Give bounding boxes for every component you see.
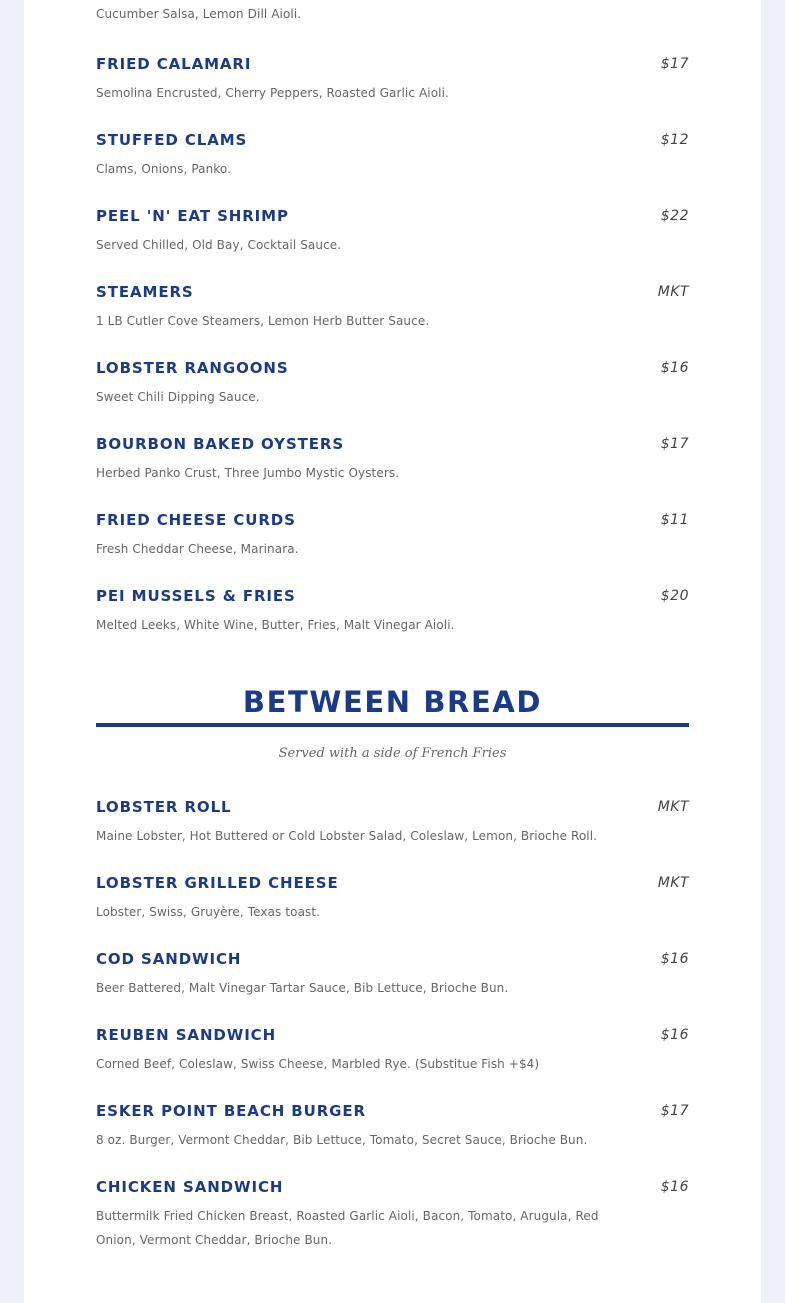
item-name: LOBSTER GRILLED CHEESE	[96, 874, 339, 892]
item-description: Cucumber Salsa, Lemon Dill Aioli.	[96, 7, 302, 21]
item-price: $17	[660, 436, 689, 452]
item-description: Buttermilk Fried Chicken Breast, Roasted Garlic Aioli, Bacon, Tomato, Arugula, Red Onion, Vermont Cheddar, Brioche Bun.	[96, 1209, 599, 1247]
item-name: FRIED CALAMARI	[96, 55, 252, 73]
item-name: PEI MUSSELS & FRIES	[96, 587, 296, 605]
item-name: STEAMERS	[96, 283, 194, 301]
item-name: COD SANDWICH	[96, 950, 242, 968]
item-price: $22	[660, 208, 689, 224]
item-price: $11	[660, 512, 689, 528]
item-price: $16	[660, 360, 689, 376]
item-description: Beer Battered, Malt Vinegar Tartar Sauce, Bib Lettuce, Brioche Bun.	[96, 981, 509, 995]
item-description: Lobster, Swiss, Gruyère, Texas toast.	[96, 905, 321, 919]
item-description: Clams, Onions, Panko.	[96, 162, 232, 176]
item-description: Semolina Encrusted, Cherry Peppers, Roasted Garlic Aioli.	[96, 86, 449, 100]
item-name: ESKER POINT BEACH BURGER	[96, 1102, 366, 1120]
item-description: Herbed Panko Crust, Three Jumbo Mystic Oysters.	[96, 466, 400, 480]
item-description: Fresh Cheddar Cheese, Marinara.	[96, 542, 299, 556]
item-description: Served Chilled, Old Bay, Cocktail Sauce.	[96, 238, 342, 252]
item-name: STUFFED CLAMS	[96, 131, 248, 149]
item-price: MKT	[657, 799, 689, 815]
item-name: LOBSTER ROLL	[96, 798, 232, 816]
item-description: Corned Beef, Coleslaw, Swiss Cheese, Marbled Rye. (Substitue Fish +$4)	[96, 1057, 540, 1071]
item-name: CHICKEN SANDWICH	[96, 1178, 284, 1196]
item-name: REUBEN SANDWICH	[96, 1026, 277, 1044]
item-name: FRIED CHEESE CURDS	[96, 511, 296, 529]
item-description: Sweet Chili Dipping Sauce.	[96, 390, 260, 404]
section-divider	[96, 723, 689, 727]
section-title-between-bread: BETWEEN BREAD	[242, 685, 543, 719]
item-price: MKT	[657, 284, 689, 300]
item-price: $17	[660, 1103, 689, 1119]
item-price: MKT	[657, 875, 689, 891]
item-name: PEEL 'N' EAT SHRIMP	[96, 207, 289, 225]
item-price: $16	[660, 951, 689, 967]
item-description: 1 LB Cutler Cove Steamers, Lemon Herb Butter Sauce.	[96, 314, 430, 328]
item-description: 8 oz. Burger, Vermont Cheddar, Bib Lettuce, Tomato, Secret Sauce, Brioche Bun.	[96, 1133, 588, 1147]
item-price: $16	[660, 1027, 689, 1043]
item-price: $20	[660, 588, 689, 604]
section-subtitle: Served with a side of French Fries	[278, 746, 507, 761]
item-name: BOURBON BAKED OYSTERS	[96, 435, 345, 453]
item-price: $12	[660, 132, 689, 148]
item-description: Maine Lobster, Hot Buttered or Cold Lobster Salad, Coleslaw, Lemon, Brioche Roll.	[96, 829, 598, 843]
item-name: LOBSTER RANGOONS	[96, 359, 289, 377]
item-price: $16	[660, 1179, 689, 1195]
item-price: $17	[660, 56, 689, 72]
item-description: Melted Leeks, White Wine, Butter, Fries, Malt Vinegar Aioli.	[96, 618, 455, 632]
